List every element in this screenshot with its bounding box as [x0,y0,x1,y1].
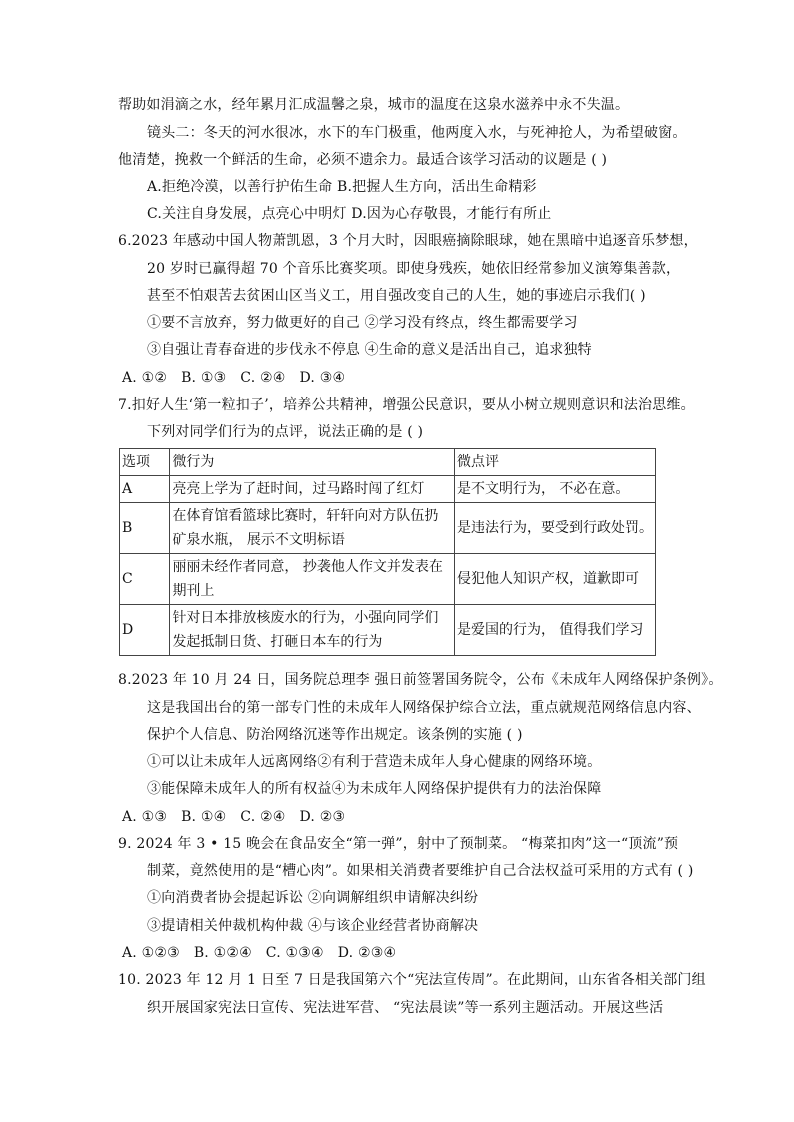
table-cell-comment: 是不文明行为， 不必在意。 [454,476,655,503]
table-cell-comment: 是爱国的行为， 值得我们学习 [454,605,655,656]
question-8-statements: ①可以让未成年人远离网络②有利于营造未成年人身心健康的网络环境。 [147,754,602,770]
table-cell-behavior: 亮亮上学为了赶时间，过马路时闯了红灯 [170,476,455,503]
question-10-stem: 织开展国家宪法日宣传、宪法进军营、 “宪法晨读”等一系列主题活动。开展这些活 [147,1000,664,1016]
table-header-cell: 微行为 [170,449,455,476]
table-header-row [120,449,656,476]
table-header-cell: 微点评 [454,449,655,476]
question-8-stem: 这是我国出台的第一部专门性的未成年人网络保护综合立法，重点就规范网络信息内容、 [147,700,701,716]
table-row [120,605,656,656]
question-9-statements: ①向消费者协会提起诉讼 ②向调解组织申请解决纠纷 [147,890,479,906]
question-6-stem: 甚至不怕艰苦去贫困山区当义工，用自强改变自己的人生，她的事迹启示我们( ) [147,288,646,304]
table-row [120,503,656,554]
question-8-stem: 8.2023 年 10 月 24 日，国务院总理李 强日前签署国务院令，公布《未成年人网络保护条例》。 [118,672,723,688]
question-6-stem: 20 岁时已赢得超 70 个音乐比赛奖项。即使身残疾，她依旧经常参加义演筹集善款， [147,261,681,277]
question-9-statements: ③提请相关仲裁机构仲裁 ④与该企业经营者协商解决 [147,918,479,934]
question-6-answers: A. ①② B. ①③ C. ②④ D. ③④ [122,370,346,386]
question-6-statements: ③自强让青春奋进的步伐永不停息 ④生命的意义是活出自己，追求独特 [147,342,592,358]
q5-options-ab: A.拒绝冷漠，以善行护佑生命 B.把握人生方向，活出生命精彩 [147,179,537,195]
table-cell-behavior: 丽丽未经作者同意， 抄袭他人作文并发表在期刊上 [170,554,455,605]
question-9-answers: A. ①②③ B. ①②④ C. ①③④ D. ②③④ [122,945,397,961]
table-cell-option: B [120,503,170,554]
question-7-stem: 7.扣好人生‘第一粒扣子’，培养公共精神，增强公民意识，要从小树立规则意识和法治思维。 [118,397,695,413]
table-cell-behavior: 在体育馆看篮球比赛时，轩轩向对方队伍扔矿泉水瓶， 展示不文明标语 [170,503,455,554]
question-8-statements: ③能保障未成年人的所有权益④为未成年人网络保护提供有力的法治保障 [147,781,602,797]
table-cell-option: C [120,554,170,605]
question-9-stem: 9. 2024 年 3 • 15 晚会在食品安全“第一弹”，射中了预制菜。 “梅菜扣肉”这一“顶流”预 [118,836,679,852]
table-cell-option: D [120,605,170,656]
table-cell-behavior: 针对日本排放核废水的行为，小强向同学们发起抵制日货、打砸日本车的行为 [170,605,455,656]
question-6-stem: 6.2023 年感动中国人物萧凯恩，3 个月大时，因眼癌摘除眼球，她在黑暗中追逐音乐梦想， [118,233,698,249]
table-header-cell: 选项 [120,449,170,476]
question-6-statements: ①要不言放弃，努力做更好的自己 ②学习没有终点，终生都需要学习 [147,315,578,331]
question-8-answers: A. ①③ B. ①④ C. ②④ D. ②③ [122,809,346,825]
question-9-stem: 制菜，竟然使用的是“槽心肉”。如果相关消费者要维护自己合法权益可采用的方式有 ( ) [147,863,694,879]
text-line: 镜头二：冬天的河水很冰，水下的车门极重，他两度入水，与死神抢人，为希望破窗。 [147,125,687,141]
q5-options-cd: C.关注自身发展，点亮心中明灯 D.因为心存敬畏，才能行有所止 [147,206,552,222]
table-row [120,554,656,605]
question-7-table [119,448,656,656]
question-10-stem: 10. 2023 年 12 月 1 日至 7 日是我国第六个“宪法宣传周”。在此期间，山东省各相关部门组 [118,972,706,988]
text-line: 帮助如涓滴之水，经年累月汇成温馨之泉，城市的温度在这泉水滋养中永不失温。 [118,97,630,113]
question-8-stem: 保护个人信息、防治网络沉迷等作出规定。该条例的实施 ( ) [147,727,523,743]
table-cell-comment: 是违法行为，要受到行政处罚。 [454,503,655,554]
table-row [120,476,656,503]
question-7-stem: 下列对同学们行为的点评，说法正确的是 ( ) [147,424,424,440]
table-cell-option: A [120,476,170,503]
text-line: 他清楚，挽救一个鲜活的生命，必须不遗余力。最适合该学习活动的议题是 ( ) [118,152,608,168]
table-cell-comment: 侵犯他人知识产权，道歉即可 [454,554,655,605]
